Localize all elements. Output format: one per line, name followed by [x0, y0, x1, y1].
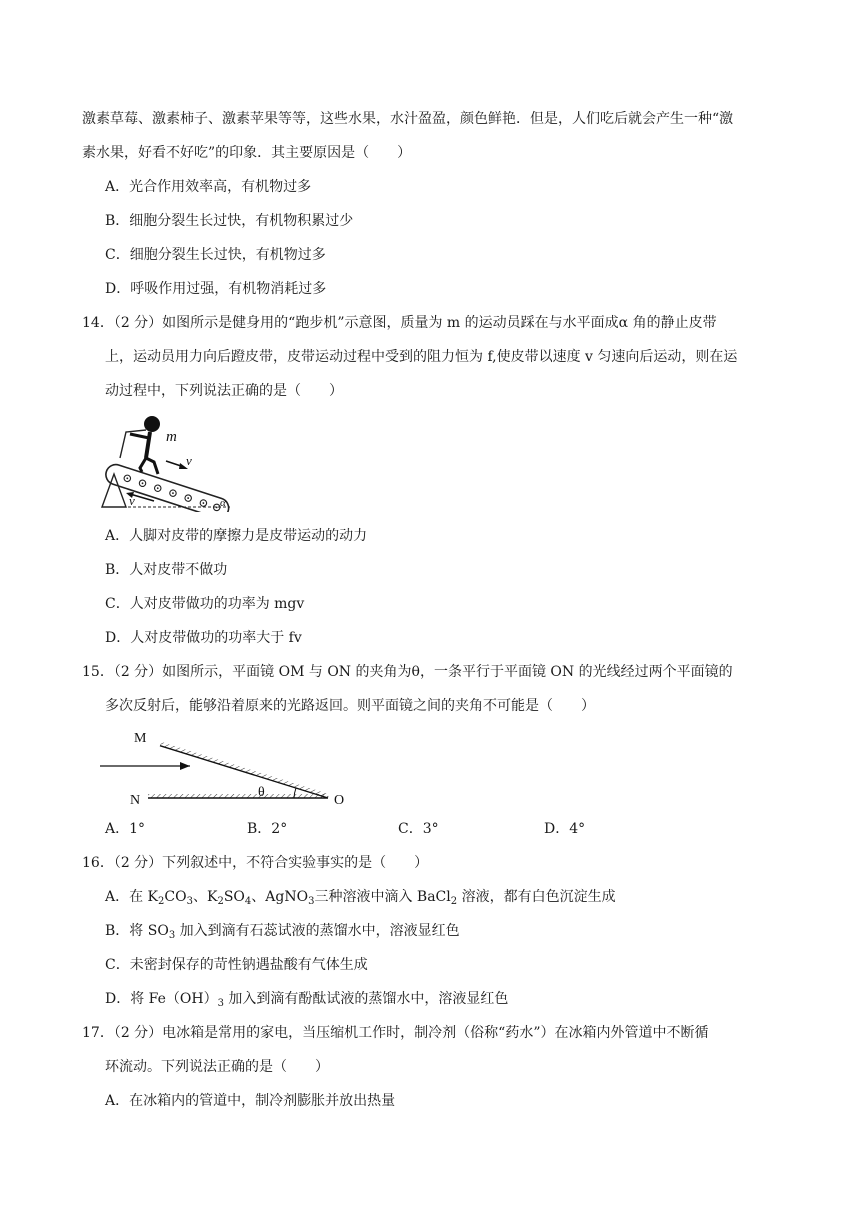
q13-option-b: B．细胞分裂生长过快，有机物积累过少: [105, 213, 354, 229]
q15-option-b: B．2°: [247, 821, 288, 837]
treadmill-figure: [100, 412, 250, 512]
q14-option-c: C．人对皮带做功的功率为 mgv: [105, 596, 305, 612]
label-alpha: α: [220, 497, 226, 509]
q15-option-a: A．1°: [105, 821, 146, 837]
q15-stem-line1: 15．（2 分）如图所示，平面镜 OM 与 ON 的夹角为θ，一条平行于平面镜 ON 的光线经过两个平面镜的: [82, 664, 733, 680]
label-theta: θ: [258, 785, 265, 800]
q14-option-a: A．人脚对皮带的摩擦力是皮带运动的动力: [105, 528, 368, 544]
q14-stem-line2: 上，运动员用力向后蹬皮带，皮带运动过程中受到的阻力恒为 f,使皮带以速度 v 匀速向后运动，则在运: [105, 349, 738, 365]
q14-stem-line3: 动过程中，下列说法正确的是（ ）: [105, 383, 343, 399]
q17-stem-line1: 17．（2 分）电冰箱是常用的家电，当压缩机工作时，制冷剂（俗称“药水”）在冰箱内外管道中不断循: [82, 1025, 709, 1041]
q13-option-a: A．光合作用效率高，有机物过多: [105, 179, 312, 195]
q13-stem-line1: 激素草莓、激素柿子、激素苹果等等，这些水果，水汁盈盈，颜色鲜艳．但是，人们吃后就会产生一种“激: [82, 111, 734, 127]
q13-stem-line2: 素水果，好看不好吃”的印象．其主要原因是（ ）: [82, 145, 412, 161]
q14-option-d: D．人对皮带做功的功率大于 fv: [105, 630, 302, 646]
q14-option-b: B．人对皮带不做功: [105, 562, 228, 578]
label-M: M: [134, 731, 147, 746]
q16-option-a: A．在 $K_2CO_3$、$K_2SO_4$、AgNO$_3$三种溶液中滴入 BaCl$_2$ 溶液，都有白色沉淀生成: [105, 889, 616, 907]
q14-stem-line1: 14．（2 分）如图所示是健身用的“跑步机”示意图，质量为 m 的运动员踩在与水平面成α 角的静止皮带: [82, 315, 717, 331]
label-v-top: v: [186, 453, 192, 468]
q16-option-d: D．将 $Fe(OH)_3$ 加入到滴有酚酞试液的蒸馏水中，溶液显红色: [105, 991, 509, 1009]
label-N: N: [130, 793, 141, 808]
label-m: m: [166, 429, 177, 445]
q15-options-row: [0, 819, 860, 839]
mirror-figure: [100, 724, 360, 812]
q15-option-c: C．3°: [398, 821, 439, 837]
q16-option-c: C．未密封保存的苛性钠遇盐酸有气体生成: [105, 957, 368, 973]
q15-option-d: D．4°: [544, 821, 586, 837]
q13-option-c: C．细胞分裂生长过快，有机物过多: [105, 247, 326, 263]
q16-stem: 16．（2 分）下列叙述中，不符合实验事实的是（ ）: [82, 855, 429, 871]
q17-stem-line2: 环流动。下列说法正确的是（ ）: [105, 1059, 329, 1075]
q13-option-d: D．呼吸作用过强，有机物消耗过多: [105, 281, 327, 297]
q17-option-a: A．在冰箱内的管道中，制冷剂膨胀并放出热量: [105, 1093, 396, 1109]
label-v-bottom: v: [129, 493, 135, 508]
label-O: O: [334, 793, 345, 808]
q16-option-b: B．将 $SO_3$ 加入到滴有石蕊试液的蒸馏水中，溶液显红色: [105, 923, 460, 941]
q15-stem-line2: 多次反射后，能够沿着原来的光路返回。则平面镜之间的夹角不可能是（ ）: [105, 698, 595, 714]
